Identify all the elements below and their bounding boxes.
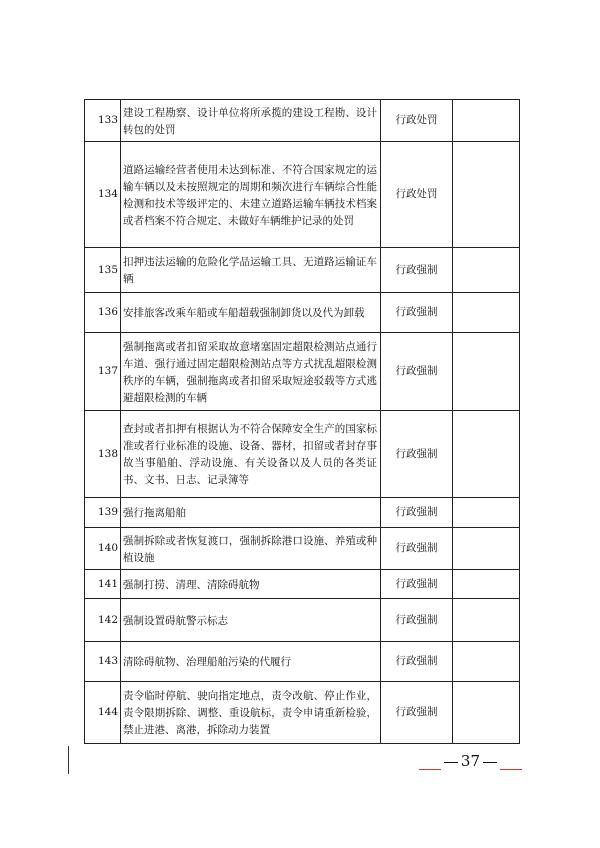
power-type: 行政强制	[381, 682, 453, 744]
table-row	[85, 411, 520, 498]
footer-red-rule-left	[419, 769, 441, 770]
row-number: 140	[85, 528, 121, 570]
row-number: 142	[85, 599, 121, 642]
remarks-cell	[453, 570, 520, 599]
power-name: 强制打捞、清理、清除碍航物	[121, 570, 381, 599]
power-type: 行政强制	[381, 642, 453, 682]
table-row	[85, 248, 520, 293]
power-type: 行政强制	[381, 570, 453, 599]
power-type: 行政强制	[381, 498, 453, 528]
margin-rule	[68, 746, 69, 774]
table-row	[85, 333, 520, 411]
row-number: 135	[85, 248, 121, 293]
remarks-cell	[453, 100, 520, 142]
power-name: 道路运输经营者使用未达到标准、不符合国家规定的运输车辆以及未按照规定的周期和频次进行车辆综合性能检测和技术等级评定的、未建立道路运输车辆技术档案或者档案不符合规定、未做好车辆维护记录的处罚	[121, 142, 381, 248]
row-number: 138	[85, 411, 121, 498]
remarks-cell	[453, 642, 520, 682]
row-number: 136	[85, 293, 121, 333]
power-name: 扣押违法运输的危险化学品运输工具、无道路运输证车辆	[121, 248, 381, 293]
power-name: 强制拖离或者扣留采取故意堵塞固定超限检测站点通行车道、强行通过固定超限检测站点等方式扰乱超限检测秩序的车辆，强制拖离或者扣留采取短途驳载等方式逃避超限检测的车辆	[121, 333, 381, 411]
row-number: 144	[85, 682, 121, 744]
power-name: 强制设置碍航警示标志	[121, 599, 381, 642]
table-row	[85, 142, 520, 248]
row-number: 134	[85, 142, 121, 248]
page-footer	[419, 752, 522, 770]
power-type: 行政处罚	[381, 100, 453, 142]
remarks-cell	[453, 248, 520, 293]
table-row	[85, 570, 520, 599]
row-number: 143	[85, 642, 121, 682]
power-name: 强制拆除或者恢复渡口，强制拆除港口设施、养殖或种植设施	[121, 528, 381, 570]
row-number: 139	[85, 498, 121, 528]
power-name: 责令临时停航、驶向指定地点，责令改航、停止作业，责令限期拆除、调整、重设航标，责令申请重新检验，禁止进港、离港，拆除动力装置	[121, 682, 381, 744]
footer-red-rule-right	[500, 769, 522, 770]
power-type: 行政强制	[381, 528, 453, 570]
power-type: 行政强制	[381, 411, 453, 498]
power-name: 清除碍航物、治理船舶污染的代履行	[121, 642, 381, 682]
table-row	[85, 498, 520, 528]
power-type: 行政处罚	[381, 142, 453, 248]
footer-dash-left	[444, 762, 458, 763]
table-row	[85, 528, 520, 570]
remarks-cell	[453, 528, 520, 570]
power-list-table	[84, 99, 520, 744]
row-number: 141	[85, 570, 121, 599]
table-row	[85, 100, 520, 142]
remarks-cell	[453, 411, 520, 498]
table-row	[85, 293, 520, 333]
power-type: 行政强制	[381, 293, 453, 333]
table-row	[85, 682, 520, 744]
remarks-cell	[453, 142, 520, 248]
power-type: 行政强制	[381, 599, 453, 642]
remarks-cell	[453, 293, 520, 333]
footer-dash-right	[483, 762, 497, 763]
remarks-cell	[453, 599, 520, 642]
power-name: 强行拖离船舶	[121, 498, 381, 528]
table-row	[85, 642, 520, 682]
power-type: 行政强制	[381, 248, 453, 293]
page-number: 37	[460, 752, 480, 770]
power-name: 安排旅客改乘车船或车船超载强制卸货以及代为卸载	[121, 293, 381, 333]
power-type: 行政强制	[381, 333, 453, 411]
power-name: 查封或者扣押有根据认为不符合保障安全生产的国家标准或者行业标准的设施、设备、器材，扣留或者封存事故当事船舶、浮动设施、有关设备以及人员的各类证书、文书、日志、记录簿等	[121, 411, 381, 498]
remarks-cell	[453, 682, 520, 744]
row-number: 137	[85, 333, 121, 411]
table-row	[85, 599, 520, 642]
power-name: 建设工程勘察、设计单位将所承揽的建设工程勘、设计转包的处罚	[121, 100, 381, 142]
remarks-cell	[453, 498, 520, 528]
row-number: 133	[85, 100, 121, 142]
remarks-cell	[453, 333, 520, 411]
